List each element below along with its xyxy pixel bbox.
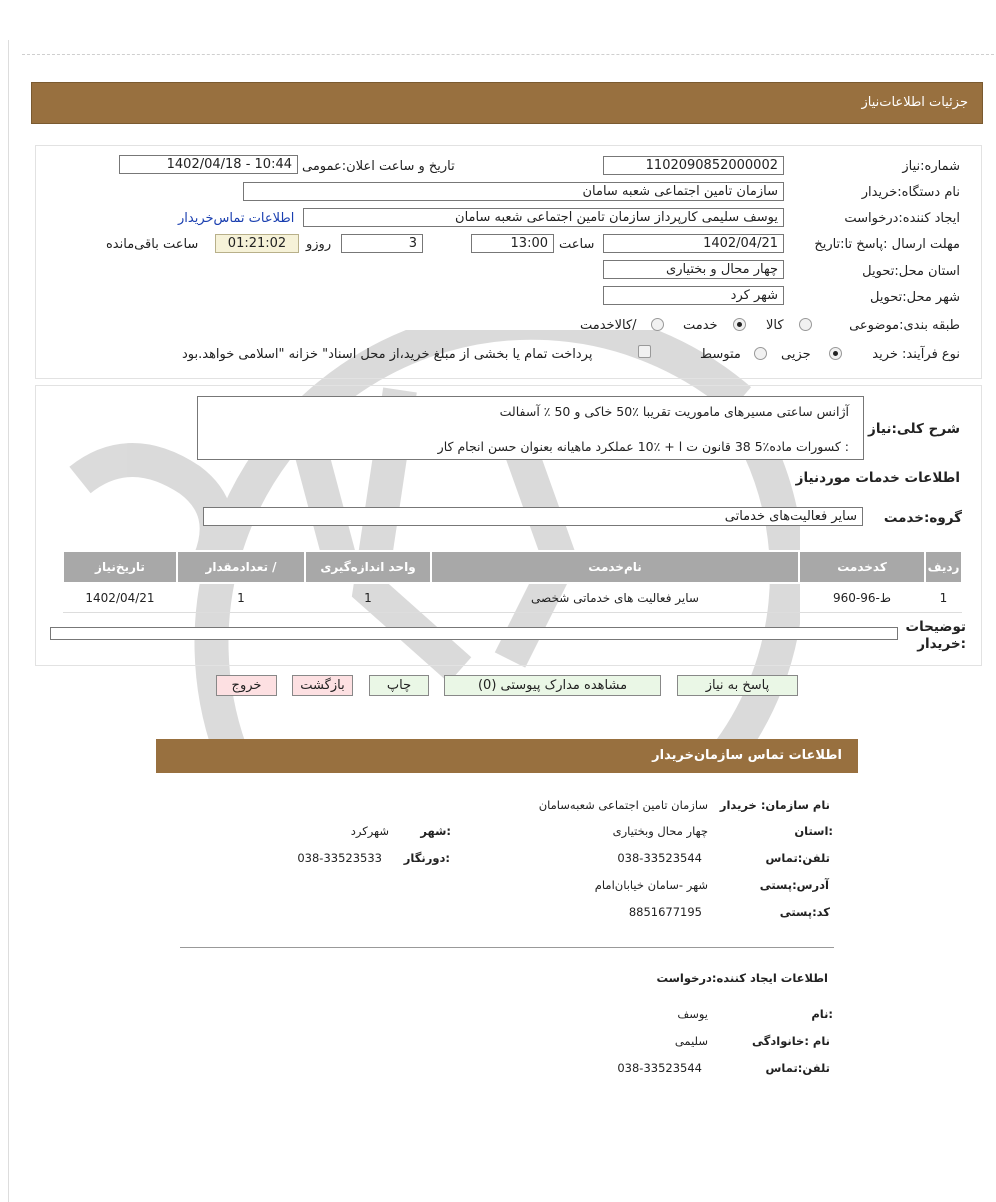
creator-name-label: :نام <box>811 1007 833 1021</box>
description-line-1: آژانس ساعتی مسیرهای ماموریت تقریبا ٪50 خاکی و 50 ٪ آسفالت <box>499 404 849 419</box>
view-attachments-button[interactable]: مشاهده مدارک پیوستی (0) <box>444 675 661 696</box>
category-radio-goods[interactable] <box>799 318 812 331</box>
remaining-time-field: 01:21:02 <box>215 234 299 253</box>
city-field: شهر کرد <box>603 286 784 305</box>
contact-org-label: نام سازمان: خریدار <box>719 798 830 812</box>
general-info-panel <box>35 145 982 379</box>
cell-need-date: 1402/04/21 <box>63 583 177 613</box>
creator-phone-value: 038-33523544 <box>617 1061 702 1075</box>
contact-header-bar <box>156 739 858 773</box>
back-button[interactable]: بازگشت <box>292 675 353 696</box>
cell-service-code: ط-96-960 <box>799 583 925 613</box>
contact-separator <box>180 947 834 948</box>
contact-address-label: آدرس:پستی <box>759 878 829 892</box>
col-row-number: ردیف <box>925 551 962 583</box>
description-label: شرح کلی:نیاز <box>868 421 960 437</box>
creator-field: یوسف سلیمی کارپرداز سازمان تامین اجتماعی شعبه سامان <box>303 208 784 227</box>
cell-unit: 1 <box>305 583 431 613</box>
top-divider <box>22 54 994 55</box>
details-header-bar <box>31 82 983 124</box>
announce-date-field: 1402/04/18 - 10:44 <box>119 155 298 174</box>
buyer-contact-link[interactable]: اطلاعات تماس‌خریدار <box>178 211 295 226</box>
process-option-minor: جزیی <box>781 347 811 362</box>
contact-phone-value: 038-33523544 <box>617 851 702 865</box>
col-quantity: / تعدادمقدار <box>177 551 305 583</box>
creator-section-title: اطلاعات ایجاد کننده:درخواست <box>656 971 828 985</box>
creator-name-value: یوسف <box>677 1007 708 1021</box>
description-line-2: : کسورات ماده٪5 38 قانون ت ا + ٪10 عملکرد ماهیانه بعنوان حسن انجام کار <box>437 439 849 454</box>
province-label: استان محل:تحویل <box>862 264 960 279</box>
table-row <box>63 583 962 613</box>
contact-org-value: سازمان تامین اجتماعی شعبه‌سامان <box>538 798 708 812</box>
need-number-field: 1102090852000002 <box>603 156 784 175</box>
contact-postal-value: 8851677195 <box>628 905 702 919</box>
remaining-label: ساعت باقی‌مانده <box>106 237 199 252</box>
process-radio-minor[interactable] <box>829 347 842 360</box>
service-group-field: سایر فعالیت‌های خدماتی <box>203 507 863 526</box>
contact-city-value: شهرکرد <box>350 824 389 838</box>
description-box <box>197 396 864 460</box>
col-unit: واحد اندازه‌گیری <box>305 551 431 583</box>
process-option-medium: متوسط <box>700 347 741 362</box>
exit-button[interactable]: خروج <box>216 675 277 696</box>
creator-family-label: نام :خانوادگی <box>752 1034 830 1048</box>
col-service-code: کدخدمت <box>799 551 925 583</box>
service-group-label: گروه:خدمت <box>883 510 962 526</box>
cell-quantity: 1 <box>177 583 305 613</box>
category-radio-service[interactable] <box>733 318 746 331</box>
deadline-time-field: 13:00 <box>471 234 554 253</box>
category-option-service: خدمت <box>683 318 718 333</box>
services-table <box>62 550 963 613</box>
days-field: 3 <box>341 234 423 253</box>
contact-fax-label: :دورنگار <box>403 851 450 865</box>
deadline-time-label: ساعت <box>559 237 595 252</box>
creator-phone-label: تلفن:تماس <box>765 1061 830 1075</box>
contact-fax-value: 038-33523533 <box>297 851 382 865</box>
process-label: نوع فرآیند: خرید <box>872 347 960 362</box>
cell-service-name: سایر فعالیت های خدماتی شخصی <box>431 583 799 613</box>
buyer-notes-field <box>50 627 898 640</box>
treasury-payment-checkbox[interactable] <box>638 345 651 358</box>
deadline-label: مهلت ارسال :پاسخ تا:تاریخ <box>814 237 960 252</box>
col-need-date: تاریخ‌نیاز <box>63 551 177 583</box>
treasury-payment-note: پرداخت تمام یا بخشی از مبلغ خرید،از محل اسناد" خزانه "اسلامی خواهد.بود <box>182 347 593 362</box>
cell-row-number: 1 <box>925 583 962 613</box>
buyer-org-field: سازمان تامین اجتماعی شعبه سامان <box>243 182 784 201</box>
days-label: روزو <box>306 237 332 252</box>
contact-city-label: :شهر <box>420 824 451 838</box>
services-table-header <box>63 551 962 583</box>
category-radio-goods-service[interactable] <box>651 318 664 331</box>
buyer-org-label: نام دستگاه:خریدار <box>861 185 960 200</box>
contact-address-value: شهر -سامان خیابان‌امام <box>594 878 708 892</box>
services-section-title: اطلاعات خدمات موردنیاز <box>795 470 960 486</box>
deadline-date-field: 1402/04/21 <box>603 234 784 253</box>
contact-postal-label: کد:پستی <box>779 905 830 919</box>
contact-header-title: اطلاعات تماس سازمان‌خریدار <box>652 748 842 763</box>
category-option-goods-service: /کالاخدمت <box>580 318 637 333</box>
contact-phone-label: تلفن:تماس <box>765 851 830 865</box>
contact-province-value: چهار محال وبختیاری <box>612 824 708 838</box>
category-label: طبقه بندی:موضوعی <box>849 318 960 333</box>
print-button[interactable]: چاپ <box>369 675 429 696</box>
process-radio-medium[interactable] <box>754 347 767 360</box>
col-service-name: نام‌خدمت <box>431 551 799 583</box>
page-left-border <box>8 40 9 1202</box>
announce-label: تاریخ و ساعت اعلان:عمومی <box>302 159 455 174</box>
details-header-title: جزئیات اطلاعات‌نیاز <box>861 95 968 110</box>
reply-to-need-button[interactable]: پاسخ به نیاز <box>677 675 798 696</box>
category-option-goods: کالا <box>766 318 784 333</box>
creator-label: ایجاد کننده:درخواست <box>844 211 960 226</box>
creator-family-value: سلیمی <box>674 1034 708 1048</box>
buyer-notes-label: توضیحات :خریدار <box>905 619 966 652</box>
province-field: چهار محال و بختیاری <box>603 260 784 279</box>
city-label: شهر محل:تحویل <box>870 290 960 305</box>
contact-province-label: :استان <box>794 824 833 838</box>
need-number-label: شماره:نیاز <box>902 159 960 174</box>
